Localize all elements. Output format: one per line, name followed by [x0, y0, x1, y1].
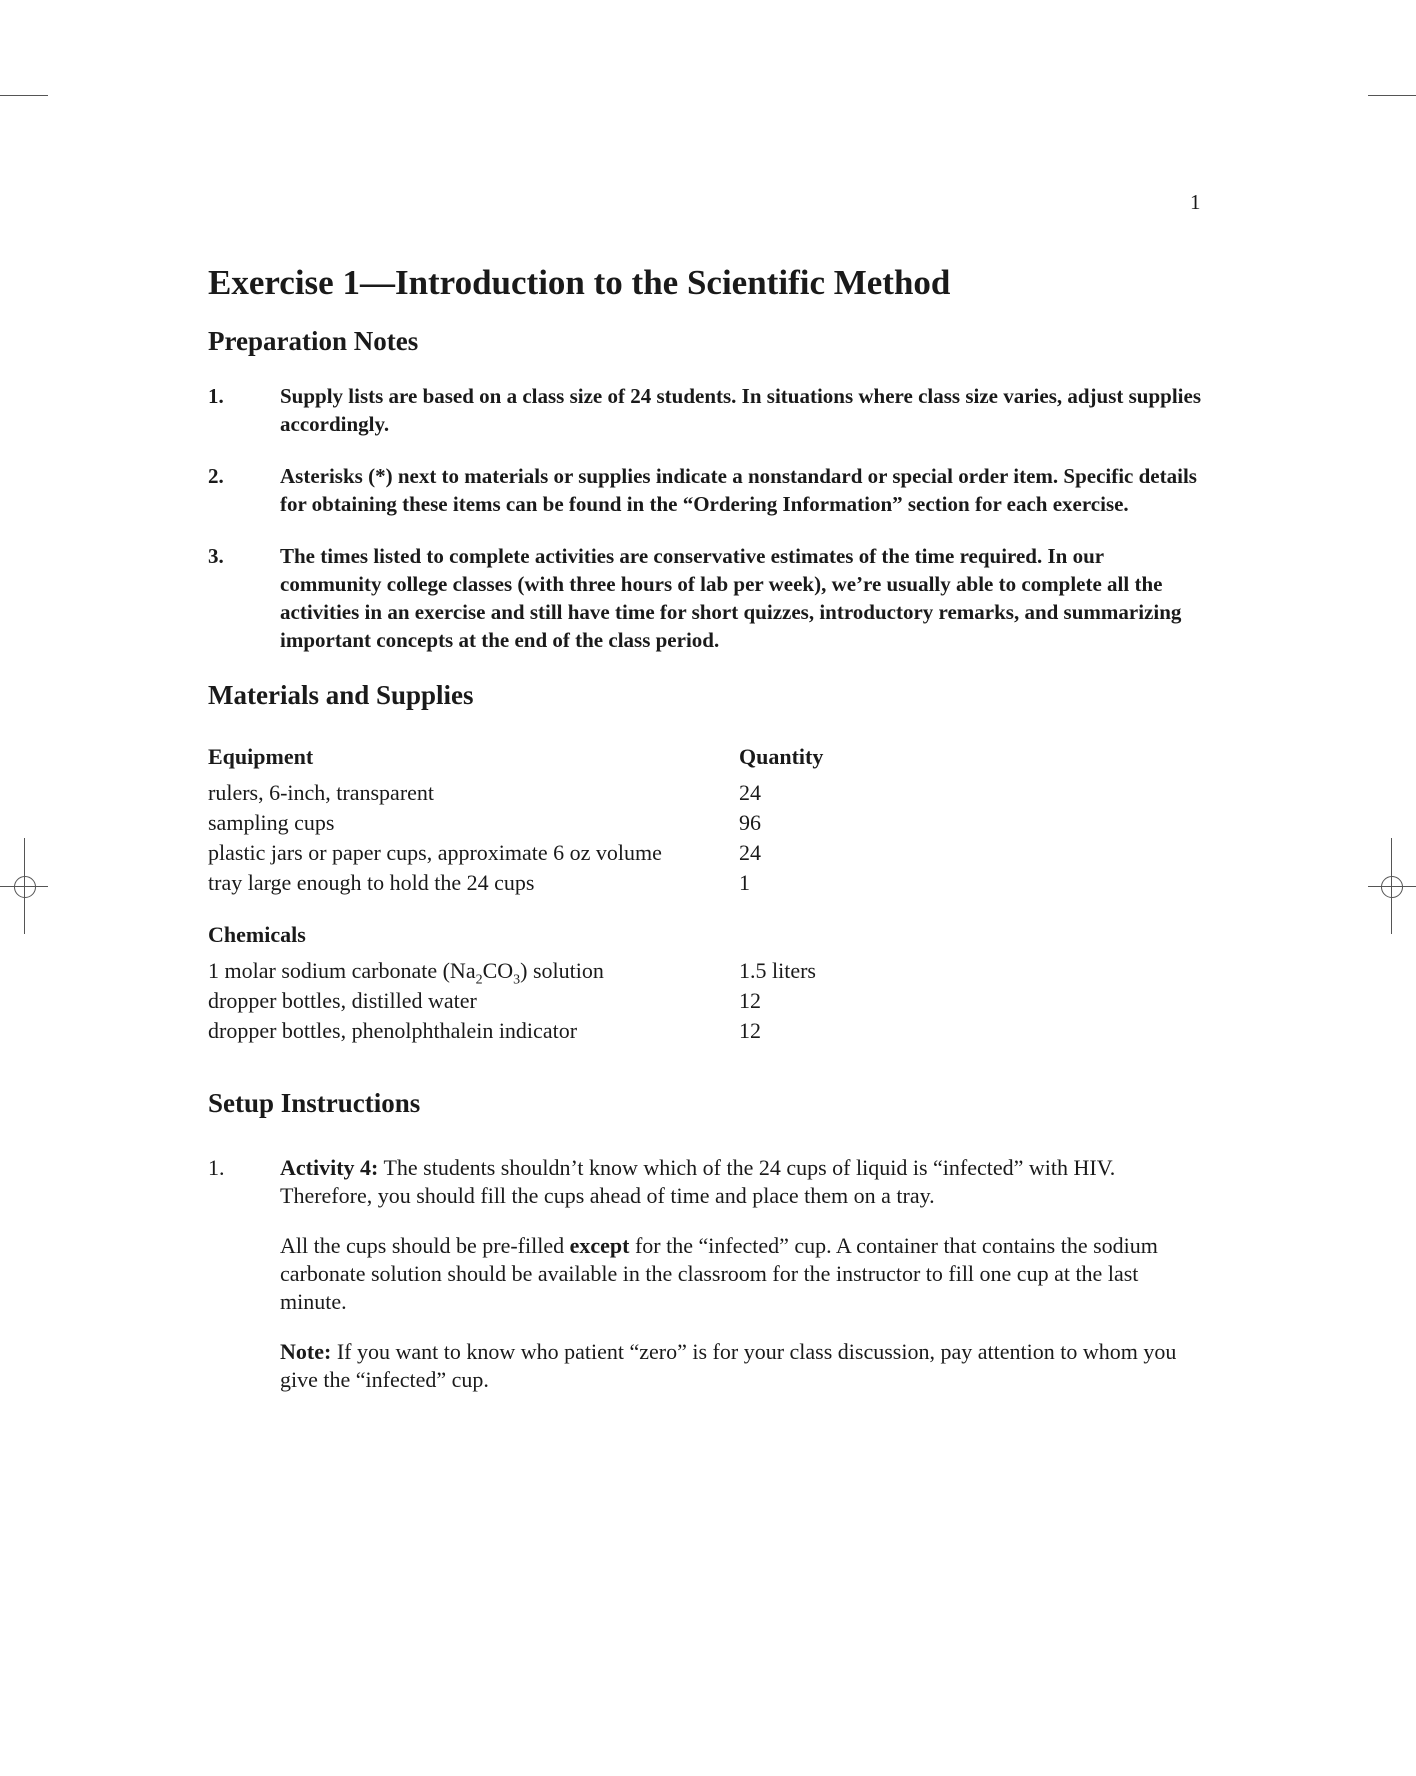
- item-quantity: 12: [739, 1018, 761, 1043]
- item-quantity: 24: [739, 780, 761, 805]
- crop-mark-top-left: [0, 95, 48, 96]
- table-row: [208, 838, 823, 868]
- step-number: 1.: [208, 1155, 225, 1180]
- preparation-note: [208, 462, 1208, 518]
- quantity-column-header: Quantity: [739, 744, 824, 769]
- page-title: Exercise 1—Introduction to the Scientific Method: [208, 263, 951, 302]
- step-paragraph: [280, 1154, 1208, 1210]
- item-quantity: 1.5 liters: [739, 958, 816, 983]
- preparation-note: [208, 542, 1208, 654]
- item-name: tray large enough to hold the 24 cups: [208, 870, 535, 895]
- item-name: plastic jars or paper cups, approximate 6 oz volume: [208, 840, 662, 865]
- step-paragraph: [280, 1232, 1208, 1316]
- item-name: dropper bottles, distilled water: [208, 988, 477, 1013]
- item-quantity: 12: [739, 988, 761, 1013]
- emphasis-text: except: [569, 1233, 630, 1258]
- table-row: [208, 778, 823, 808]
- item-quantity: 96: [739, 810, 761, 835]
- table-row: [208, 956, 816, 986]
- chemical-name-part: ) solution: [520, 958, 604, 983]
- table-row: [208, 808, 823, 838]
- table-row: [208, 868, 823, 898]
- page-number: 1: [1190, 190, 1201, 214]
- item-name: rulers, 6-inch, transparent: [208, 780, 435, 805]
- paragraph-text: If you want to know who patient “zero” is for your class discussion, pay attention to whom you give the “infected” cup.: [280, 1339, 1177, 1392]
- item-quantity: 24: [739, 840, 761, 865]
- equipment-table: [208, 742, 823, 898]
- table-header-row: [208, 742, 823, 778]
- preparation-note: [208, 382, 1208, 438]
- paragraph-text: All the cups should be pre-filled: [280, 1233, 570, 1258]
- note-label: Note:: [280, 1339, 332, 1364]
- paragraph-text: The students shouldn’t know which of the 24 cups of liquid is “infected” with HIV. Therefore, you should fill the cups ahead of time and place them on a tray.: [280, 1155, 1116, 1208]
- table-row: [208, 986, 816, 1016]
- activity-label: Activity 4:: [280, 1155, 379, 1180]
- note-number: 1.: [208, 384, 224, 408]
- registration-mark-right-circle: [1381, 876, 1403, 898]
- note-text: Asterisks (*) next to materials or supplies indicate a nonstandard or special order item. Specific details for obtaining these items can be found in the “Ordering Information” section for each exercise.: [280, 464, 1197, 516]
- setup-instructions-list: [208, 1154, 1208, 1394]
- item-name: [208, 956, 739, 986]
- item-name: dropper bottles, phenolphthalein indicator: [208, 1018, 578, 1043]
- setup-instructions-heading: Setup Instructions: [208, 1088, 421, 1118]
- note-text: The times listed to complete activities are conservative estimates of the time required. In our community college classes (with three hours of lab per week), we’re usually able to complete all the activities in an exercise and still have time for short quizzes, introductory remarks, and summarizing important concepts at the end of the class period.: [280, 544, 1182, 652]
- registration-mark-left-circle: [14, 876, 36, 898]
- preparation-notes-list: [208, 382, 1208, 654]
- subscript: 2: [475, 972, 483, 988]
- note-text: Supply lists are based on a class size of 24 students. In situations where class size varies, adjust supplies accordingly.: [280, 384, 1202, 436]
- materials-heading: Materials and Supplies: [208, 680, 474, 710]
- chemicals-table: [208, 920, 816, 1046]
- chemical-name-part: 1 molar sodium carbonate (Na: [208, 958, 476, 983]
- table-header-row: [208, 920, 816, 956]
- equipment-column-header: Equipment: [208, 744, 314, 769]
- note-number: 2.: [208, 464, 224, 488]
- crop-mark-top-right: [1368, 95, 1416, 96]
- paragraph-text: for the “infected” cup. A container that contains the sodium carbonate solution should be available in the classroom for the instructor to fill one cup at the last minute.: [280, 1233, 1158, 1314]
- chemical-name-part: CO: [482, 958, 514, 983]
- item-name: sampling cups: [208, 810, 335, 835]
- item-quantity: 1: [739, 870, 750, 895]
- subscript: 3: [513, 972, 521, 988]
- setup-step: [208, 1154, 1208, 1394]
- table-row: [208, 1016, 816, 1046]
- note-number: 3.: [208, 544, 224, 568]
- step-paragraph: [280, 1338, 1208, 1394]
- chemicals-column-header: Chemicals: [208, 922, 306, 947]
- page-content: [208, 262, 1208, 1416]
- preparation-notes-heading: Preparation Notes: [208, 326, 419, 356]
